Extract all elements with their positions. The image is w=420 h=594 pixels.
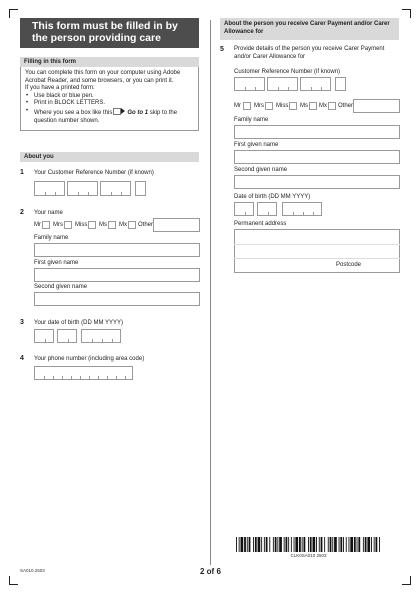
title-label-mr: Mr bbox=[234, 103, 241, 109]
question-text: Your Customer Reference Number (if known) bbox=[34, 170, 154, 176]
recipient-title-checkbox-mx[interactable] bbox=[328, 102, 336, 110]
question-text: Your name bbox=[34, 210, 63, 216]
dob-day-field[interactable] bbox=[34, 329, 54, 343]
question-number: 4 bbox=[20, 355, 24, 362]
title-label-mx: Mx bbox=[119, 222, 127, 228]
recipient-address-input[interactable] bbox=[234, 229, 400, 273]
dob-year-field[interactable] bbox=[81, 329, 121, 343]
instruction-text: Where you see a box like this bbox=[34, 109, 113, 116]
title-checkbox-miss[interactable] bbox=[88, 221, 96, 229]
crn-field-3[interactable] bbox=[100, 181, 131, 196]
section-heading-filling: Filling in this form bbox=[20, 57, 199, 67]
recipient-dob-year-field[interactable] bbox=[282, 202, 322, 216]
title-other-input[interactable] bbox=[153, 218, 200, 232]
family-name-label: Family name bbox=[34, 235, 69, 241]
instructions-text: If you have a printed form: bbox=[25, 85, 95, 92]
recipient-dob-month-field[interactable] bbox=[257, 202, 277, 216]
recipient-title-other-input[interactable] bbox=[353, 99, 400, 113]
form-code: SA010.2503 bbox=[20, 568, 45, 573]
recipient-title-checkbox-mr[interactable] bbox=[243, 102, 251, 110]
recipient-second-given-name-input[interactable] bbox=[234, 175, 400, 189]
title-checkbox-mrs[interactable] bbox=[64, 221, 72, 229]
second-given-name-label: Second given name bbox=[34, 284, 88, 290]
barcode bbox=[236, 537, 381, 552]
recipient-title-checkbox-mrs[interactable] bbox=[265, 102, 273, 110]
recipient-crn-field-3[interactable] bbox=[300, 77, 331, 91]
title-checkbox-mx[interactable] bbox=[128, 221, 136, 229]
crop-mark bbox=[402, 9, 411, 18]
second-given-name-input[interactable] bbox=[34, 292, 200, 306]
recipient-crn-field-2[interactable] bbox=[267, 77, 298, 91]
title-label-other: Other bbox=[338, 103, 354, 109]
barcode-text: CLK0SA010 2503 bbox=[290, 553, 327, 558]
first-given-name-input[interactable] bbox=[34, 268, 200, 282]
instruction-bullet: • Use black or blue pen. bbox=[25, 93, 194, 101]
crn-field-1[interactable] bbox=[34, 181, 65, 196]
column-divider bbox=[210, 20, 211, 565]
address-line bbox=[234, 244, 400, 245]
postcode-label: Postcode bbox=[336, 262, 362, 268]
first-given-name-label: First given name bbox=[234, 142, 279, 148]
instruction-bullet: • Print in BLOCK LETTERS. bbox=[25, 100, 194, 108]
page-number: 2 of 6 bbox=[200, 567, 221, 576]
arrow-icon bbox=[113, 108, 121, 115]
question-number: 2 bbox=[20, 209, 24, 216]
instruction-text: skip to the question number shown. bbox=[34, 109, 178, 124]
title-label-mrs: Mrs bbox=[254, 103, 264, 109]
question-text: Provide details of the person you receive Carer Payment and/or Carer Allowance for bbox=[234, 46, 385, 60]
recipient-crn-field-4[interactable] bbox=[335, 77, 346, 91]
dob-month-field[interactable] bbox=[57, 329, 77, 343]
question-text: Your phone number (including area code) bbox=[34, 356, 145, 362]
crop-mark bbox=[9, 576, 18, 585]
section-heading-about-you: About you bbox=[20, 152, 199, 162]
recipient-title-checkbox-miss[interactable] bbox=[289, 102, 297, 110]
address-line bbox=[234, 258, 400, 259]
title-label-miss: Miss bbox=[276, 103, 289, 109]
instruction-bullet bbox=[25, 108, 194, 125]
crop-mark bbox=[9, 9, 18, 18]
title-label-ms: Ms bbox=[300, 103, 308, 109]
crop-mark bbox=[402, 576, 411, 585]
dob-label: Date of birth (DD MM YYYY) bbox=[234, 194, 311, 200]
first-given-name-label: First given name bbox=[34, 260, 79, 266]
question-number: 3 bbox=[20, 319, 24, 326]
recipient-title-checkbox-ms[interactable] bbox=[309, 102, 317, 110]
recipient-first-given-name-input[interactable] bbox=[234, 150, 400, 164]
phone-number-field[interactable] bbox=[34, 366, 133, 380]
page-banner: This form must be filled in by the person providing care bbox=[20, 18, 199, 48]
family-name-input[interactable] bbox=[34, 243, 200, 257]
crn-field-4[interactable] bbox=[135, 181, 146, 196]
recipient-dob-day-field[interactable] bbox=[234, 202, 254, 216]
question-text: Your date of birth (DD MM YYYY) bbox=[34, 320, 124, 326]
permanent-address-label: Permanent address bbox=[234, 221, 287, 227]
crn-label: Customer Reference Number (if known) bbox=[234, 69, 341, 75]
title-label-miss: Miss bbox=[75, 222, 88, 228]
section-heading-care-recipient: About the person you receive Carer Payment and/or Carer Allowance for bbox=[220, 18, 399, 40]
question-number: 5 bbox=[220, 46, 224, 53]
instructions-box bbox=[20, 67, 199, 131]
second-given-name-label: Second given name bbox=[234, 167, 288, 173]
title-label-mx: Mx bbox=[319, 103, 327, 109]
family-name-label: Family name bbox=[234, 117, 269, 123]
crn-field-2[interactable] bbox=[67, 181, 98, 196]
recipient-crn-field-1[interactable] bbox=[234, 77, 265, 91]
title-checkbox-mr[interactable] bbox=[42, 221, 50, 229]
instructions-text: You can complete this form on your computer using Adobe Acrobat Reader, and some browsers, or you can print it. bbox=[25, 70, 181, 84]
title-label-mrs: Mrs bbox=[53, 222, 63, 228]
title-label-mr: Mr bbox=[34, 222, 41, 228]
title-label-other: Other bbox=[138, 222, 154, 228]
title-label-ms: Ms bbox=[99, 222, 107, 228]
recipient-family-name-input[interactable] bbox=[234, 125, 400, 139]
title-checkbox-ms[interactable] bbox=[108, 221, 116, 229]
goto-label: Go to 1 bbox=[127, 109, 149, 116]
question-number: 1 bbox=[20, 169, 24, 176]
